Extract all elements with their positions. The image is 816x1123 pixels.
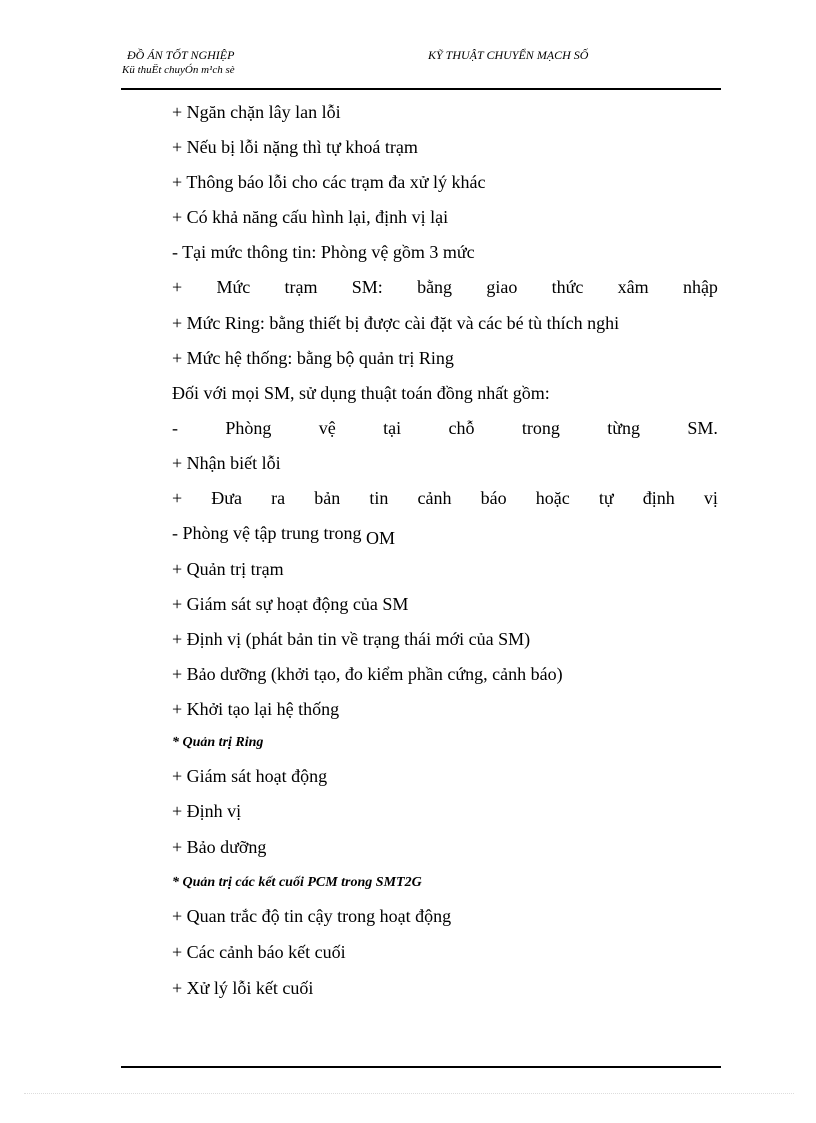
word: tại [383, 418, 402, 438]
body-line-13-text: - Phòng vệ tập trung trong [172, 523, 362, 543]
word: bằng [417, 277, 453, 297]
header-left-title: ĐỒ ÁN TỐT NGHIỆP [127, 48, 235, 62]
word: vệ [318, 418, 336, 438]
word: - [172, 418, 178, 438]
word: báo [480, 488, 507, 508]
body-line-2: + Nếu bị lỗi nặng thì tự khoá trạm [172, 137, 418, 157]
word: vị [703, 488, 718, 508]
word: + [172, 277, 183, 297]
word: nhập [682, 277, 718, 297]
body-line-9: Đối với mọi SM, sử dụng thuật toán đồng nhất gồm: [172, 383, 550, 403]
word: xâm [617, 277, 649, 297]
body-line-7: + Mức Ring: bằng thiết bị được cài đặt và các bé tù thích nghi [172, 313, 620, 333]
body-line-12 [172, 487, 718, 509]
header-right-title: KỸ THUẬT CHUYỂN MẠCH SỐ [428, 48, 589, 62]
body-line-21: + Bảo dưỡng [172, 837, 267, 857]
word: SM: [351, 277, 383, 297]
body-line-18: + Khởi tạo lại hệ thống [172, 699, 340, 719]
body-line-13-om: OM [365, 528, 395, 548]
subheading-pcm: * Quản trị các kết cuối PCM trong SMT2G [172, 875, 422, 890]
word: thức [551, 277, 584, 297]
body-line-3: + Thông báo lỗi cho các trạm đa xử lý khác [172, 172, 486, 192]
body-line-1: + Ngăn chặn lây lan lỗi [172, 102, 341, 122]
word: Phòng [225, 418, 272, 438]
word: SM. [687, 418, 718, 438]
body-line-15: + Giám sát sự hoạt động của SM [172, 594, 409, 614]
body-line-5: - Tại mức thông tin: Phòng vệ gồm 3 mức [172, 242, 475, 262]
header-left-subtitle: Kü thuËt chuyÓn m¹ch sè [122, 64, 235, 76]
footer-rule [121, 1066, 721, 1068]
body-line-13 [172, 522, 395, 548]
body-line-22: + Quan trắc độ tin cậy trong hoạt động [172, 906, 452, 926]
word: Đưa [211, 488, 243, 508]
word: ra [271, 488, 286, 508]
word: cảnh [417, 488, 452, 508]
body-line-23: + Các cảnh báo kết cuối [172, 942, 346, 962]
body-line-11: + Nhận biết lỗi [172, 453, 281, 473]
body-line-20: + Định vị [172, 801, 242, 821]
word: Mức [216, 277, 251, 297]
word: tự [598, 488, 614, 508]
body-line-24: + Xử lý lỗi kết cuối [172, 978, 314, 998]
subheading-ring: * Quản trị Ring [172, 735, 264, 750]
word: từng [607, 418, 641, 438]
word: bản [314, 488, 341, 508]
word: hoặc [535, 488, 570, 508]
body-line-14: + Quản trị trạm [172, 559, 284, 579]
body-line-17: + Bảo dưỡng (khởi tạo, đo kiểm phần cứng, cảnh báo) [172, 664, 563, 684]
word: chỗ [448, 418, 475, 438]
word: giao [486, 277, 518, 297]
word: + [172, 488, 183, 508]
body-line-10 [172, 417, 718, 439]
word: trong [521, 418, 560, 438]
word: tin [369, 488, 389, 508]
body-line-16: + Định vị (phát bản tin về trạng thái mới của SM) [172, 629, 531, 649]
header-rule [121, 88, 721, 90]
word: trạm [284, 277, 318, 297]
body-line-8: + Mức hệ thống: bằng bộ quản trị Ring [172, 348, 454, 368]
word: định [642, 488, 675, 508]
page-edge [24, 1093, 794, 1094]
body-line-4: + Có khả năng cấu hình lại, định vị lại [172, 207, 449, 227]
body-line-6 [172, 276, 718, 298]
body-line-19: + Giám sát hoạt động [172, 766, 328, 786]
